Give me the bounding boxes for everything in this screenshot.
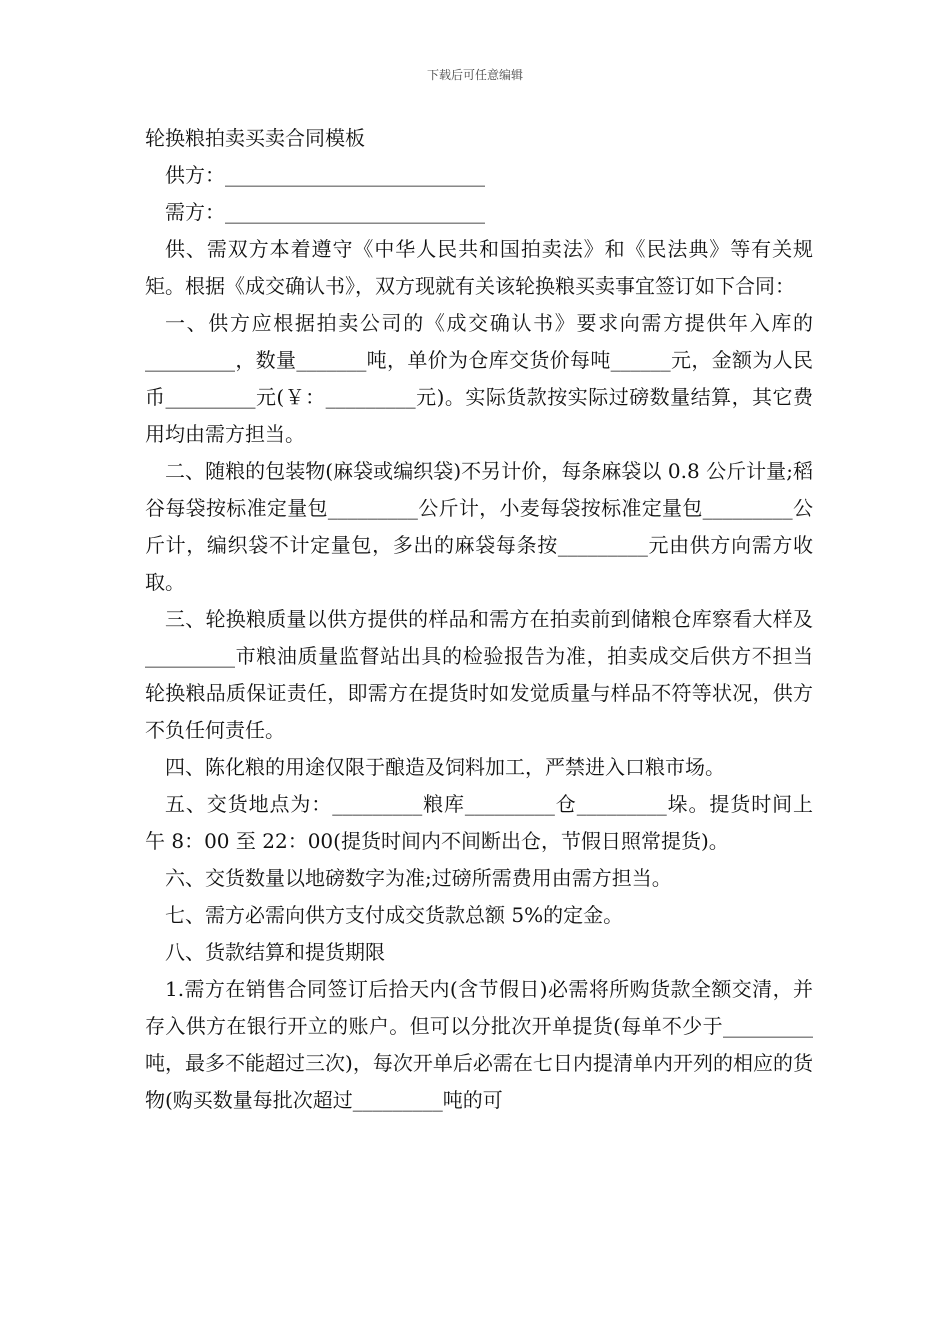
page-header: 下载后可任意编辑 (426, 68, 523, 82)
clause-5: 五、交货地点为：_________粮库_________仓_________垛。提货时间上午 8：00 至 22：00(提货时间内不间断出仓，节假日照常提货)。 (145, 792, 813, 853)
clause-7: 七、需方必需向供方支付成交货款总额 5%的定金。 (165, 903, 624, 927)
intro-paragraph: 供、需双方本着遵守《中华人民共和国拍卖法》和《民法典》等有关规矩。根据《成交确认书》，双方现就有关该轮换粮买卖事宜签订如下合同： (145, 237, 813, 298)
clause-1: 一、供方应根据拍卖公司的《成交确认书》要求向需方提供年入库的_________，数量_______吨，单价为仓库交货价每吨______元，金额为人民币_________元(￥：_________元)。实际货款按实际过磅数量结算，其它费用均由需方担当。 (145, 311, 813, 446)
clause-4: 四、陈化粮的用途仅限于酿造及饲料加工，严禁进入口粮市场。 (165, 755, 725, 779)
clause-3: 三、轮换粮质量以供方提供的样品和需方在拍卖前到储粮仓库察看大样及_________市粮油质量监督站出具的检验报告为准，拍卖成交后供方不担当轮换粮品质保证责任，即需方在提货时如发觉质量与样品不符等状况，供方不负任何责任。 (145, 607, 813, 742)
clause-8-heading: 八、货款结算和提货期限 (165, 940, 385, 964)
document-body (145, 120, 813, 1119)
buyer-line: 需方：__________________________ (165, 200, 485, 224)
document-title: 轮换粮拍卖买卖合同模板 (145, 126, 365, 150)
clause-2: 二、随粮的包装物(麻袋或编织袋)不另计价，每条麻袋以 0.8 公斤计量;稻谷每袋按标准定量包_________公斤计，小麦每袋按标准定量包_________公斤计，编织袋不计定量包，多出的麻袋每条按_________元由供方向需方收取。 (145, 459, 813, 594)
clause-8-item-1: 1.需方在销售合同签订后拾天内(含节假日)必需将所购货款全额交清，并存入供方在银行开立的账户。但可以分批次开单提货(每单不少于_________吨，最多不能超过三次)，每次开单后必需在七日内提清单内开列的相应的货物(购买数量每批次超过_________吨的可 (145, 977, 813, 1112)
supplier-line: 供方：__________________________ (165, 163, 485, 187)
clause-6: 六、交货数量以地磅数字为准;过磅所需费用由需方担当。 (165, 866, 672, 890)
